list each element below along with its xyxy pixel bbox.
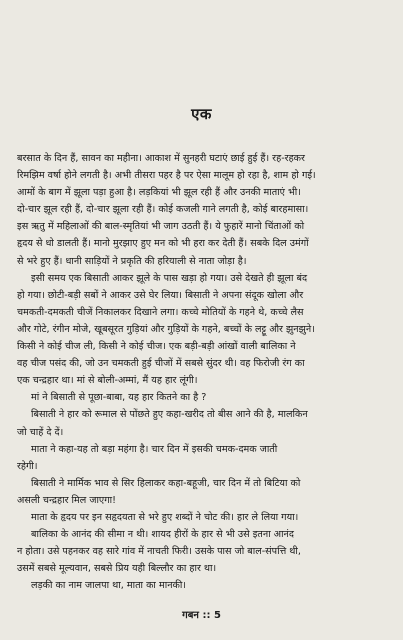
text-line: किसी ने कोई चीज ली, किसी ने कोई चीज। एक बड़ी-बड़ी आंखों वाली बालिका ने <box>17 341 296 353</box>
text-line: वह चीज पसंद की, जो उन चमकती हुई चीजों में सबसे सुंदर थी। वह फिरोजी रंग का <box>17 358 305 370</box>
page-footer: गबन :: 5 <box>182 610 221 621</box>
text-line: असली चन्द्रहार मिल जाएगा! <box>17 494 116 506</box>
text-line: एक चन्द्रहार था। मां से बोली-अम्मां, मैं यह हार लूंगी। <box>17 375 198 387</box>
text-line: बिसाती ने हार को रूमाल से पोंछते हुए कहा-खरीद तो बीस आने की है, मालकिन <box>31 409 308 421</box>
text-line: बरसात के दिन हैं, सावन का महीना। आकाश में सुनहरी घटाएं छाई हुई हैं। रह-रहकर <box>17 153 305 164</box>
text-line: लड़की का नाम जालपा था, माता का मानकी। <box>31 580 187 592</box>
text-line: उसमें सबसे मूल्यवान, सबसे प्रिय यही बिल्लौर का हार था। <box>17 563 217 575</box>
text-line: न होता। उसे पहनकर वह सारे गांव में नाचती फिरी। उसके पास जो बाल-संपत्ति थी, <box>17 546 301 558</box>
text-line: बिसाती ने मार्मिक भाव से सिर हिलाकर कहा-बहूजी, चार दिन में तो बिटिया को <box>31 477 301 489</box>
text-line: से भरे हुए हैं। धानी साड़ियों ने प्रकृति की हरियाली से नाता जोड़ा है। <box>17 255 247 267</box>
text-line: हो गया। छोटी-बड़ी सबों ने आकर उसे घेर लिया। बिसाती ने अपना संदूक खोला और <box>17 289 304 301</box>
chapter-title: एक <box>191 105 212 123</box>
text-line: चमकती-दमकती चीजें निकालकर दिखाने लगा। कच्चे मोतियों के गहने थे, कच्चे लैस <box>17 306 304 318</box>
text-line: दो-चार झूल रही हैं, दो-चार झूला रही हैं। कोई कजली गाने लगती है, कोई बारहमासा। <box>17 204 309 216</box>
text-line: रहेगी। <box>17 460 38 472</box>
text-line: इस ऋतु में महिलाओं की बाल-स्मृतियां भी जाग उठती हैं। ये फुहारें मानो चिंताओं को <box>17 221 305 233</box>
text-line: आमों के बाग में झूला पड़ा हुआ है। लड़कियां भी झूल रही हैं और उनकी माताएं भी। <box>17 187 301 199</box>
text-line: माता के हृदय पर इन सहृदयता से भरे हुए शब्दों ने चोट की। हार ले लिया गया। <box>31 511 299 523</box>
text-line: माता ने कहा-यह तो बड़ा महंगा है। चार दिन में इसकी चमक-दमक जाती <box>31 443 278 455</box>
text-line: मां ने बिसाती से पूछा-बाबा, यह हार कितने का है ? <box>31 392 207 404</box>
text-line: बालिका के आनंद की सीमा न थी। शायद हीरों के हार से भी उसे इतना आनंद <box>31 529 294 541</box>
text-line: इसी समय एक बिसाती आकर झूले के पास खड़ा हो गया। उसे देखते ही झूला बंद <box>31 272 308 284</box>
text-line: जो चाहें दे दें। <box>17 426 64 438</box>
text-line: रिमझिम वर्षा होने लगती है। अभी तीसरा पहर है पर ऐसा मालूम हो रहा है, शाम हो गई। <box>17 170 316 182</box>
text-line: और गोटे, रंगीन मोजे, खूबसूरत गुड़ियां और गुड़ियों के गहने, बच्चों के लट्टू और झुनझुने। <box>17 323 315 335</box>
body-text <box>17 150 389 594</box>
text-line: हृदय से धो डालती हैं। मानो मुरझाए हुए मन को भी हरा कर देती हैं। सबके दिल उमंगों <box>17 238 309 250</box>
